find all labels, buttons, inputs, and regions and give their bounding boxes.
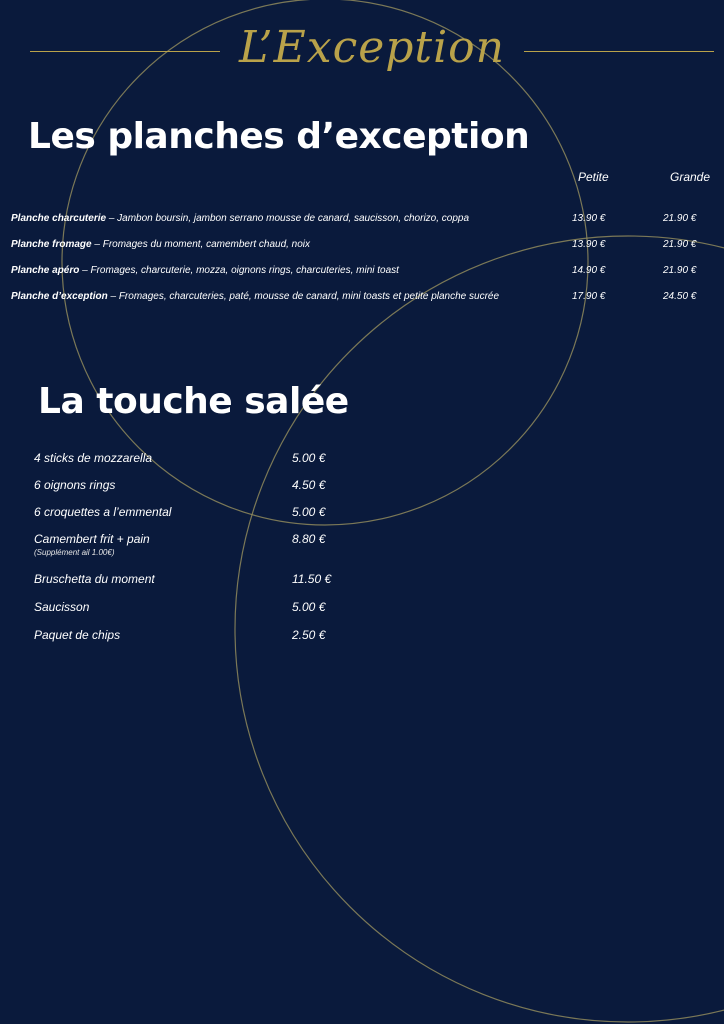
price-grande: 21.90 € <box>663 239 697 250</box>
item-price: 5.00 € <box>292 505 326 519</box>
item-description: – Fromages, charcuterie, mozza, oignons rings, charcuteries, mini toast <box>79 265 399 276</box>
item-price: 5.00 € <box>292 451 326 465</box>
section-title-salee: La touche salée <box>38 381 349 422</box>
header-rule-left <box>30 51 220 52</box>
menu-item-planche-apero <box>11 265 711 281</box>
item-name: Planche d’exception <box>11 291 108 302</box>
menu-item-oignons-rings <box>34 478 354 492</box>
item-name: 6 croquettes a l’emmental <box>34 505 172 519</box>
item-note: (Supplément ail 1.00€) <box>34 548 115 557</box>
decorative-circle-upper <box>62 0 588 525</box>
column-header-petite: Petite <box>578 170 609 184</box>
item-name: 4 sticks de mozzarella <box>34 451 153 465</box>
item-description: – Fromages, charcuteries, paté, mousse de canard, mini toasts et petite planche sucrée <box>107 291 500 302</box>
menu-item-sticks-mozzarella <box>34 451 354 465</box>
menu-item-camembert-frit <box>34 532 354 557</box>
item-description: – Fromages du moment, camembert chaud, noix <box>91 239 311 250</box>
menu-item-planche-exception <box>11 291 711 307</box>
menu-item-chips <box>34 628 354 642</box>
item-name: Planche apéro <box>11 265 80 276</box>
price-grande: 24.50 € <box>663 291 697 302</box>
item-name: Planche charcuterie <box>11 213 107 224</box>
price-petite: 13.90 € <box>572 239 606 250</box>
price-grande: 21.90 € <box>663 265 697 276</box>
item-name: Planche fromage <box>11 239 92 250</box>
price-grande: 21.90 € <box>663 213 697 224</box>
item-name: 6 oignons rings <box>34 478 116 492</box>
item-name: Bruschetta du moment <box>34 572 155 586</box>
item-price: 5.00 € <box>292 600 326 614</box>
price-petite: 14.90 € <box>572 265 606 276</box>
item-price: 11.50 € <box>292 572 332 586</box>
header-rule-right <box>524 51 714 52</box>
item-description: – Jambon boursin, jambon serrano mousse de canard, saucisson, chorizo, coppa <box>106 213 470 224</box>
item-price: 8.80 € <box>292 532 326 546</box>
menu-item-planche-fromage <box>11 239 711 255</box>
menu-item-croquettes-emmental <box>34 505 354 519</box>
price-petite: 17.90 € <box>572 291 606 302</box>
price-petite: 13.90 € <box>572 213 606 224</box>
column-header-grande: Grande <box>670 170 711 184</box>
section-title-planches: Les planches d’exception <box>28 116 530 157</box>
item-price: 2.50 € <box>292 628 326 642</box>
item-name: Camembert frit + pain <box>34 532 150 546</box>
menu-item-planche-charcuterie <box>11 213 711 229</box>
menu-item-saucisson <box>34 600 354 614</box>
item-price: 4.50 € <box>292 478 326 492</box>
item-name: Saucisson <box>34 600 90 614</box>
menu-item-bruschetta <box>34 572 354 586</box>
item-name: Paquet de chips <box>34 628 121 642</box>
brand-logo: L’Exception <box>238 22 506 73</box>
